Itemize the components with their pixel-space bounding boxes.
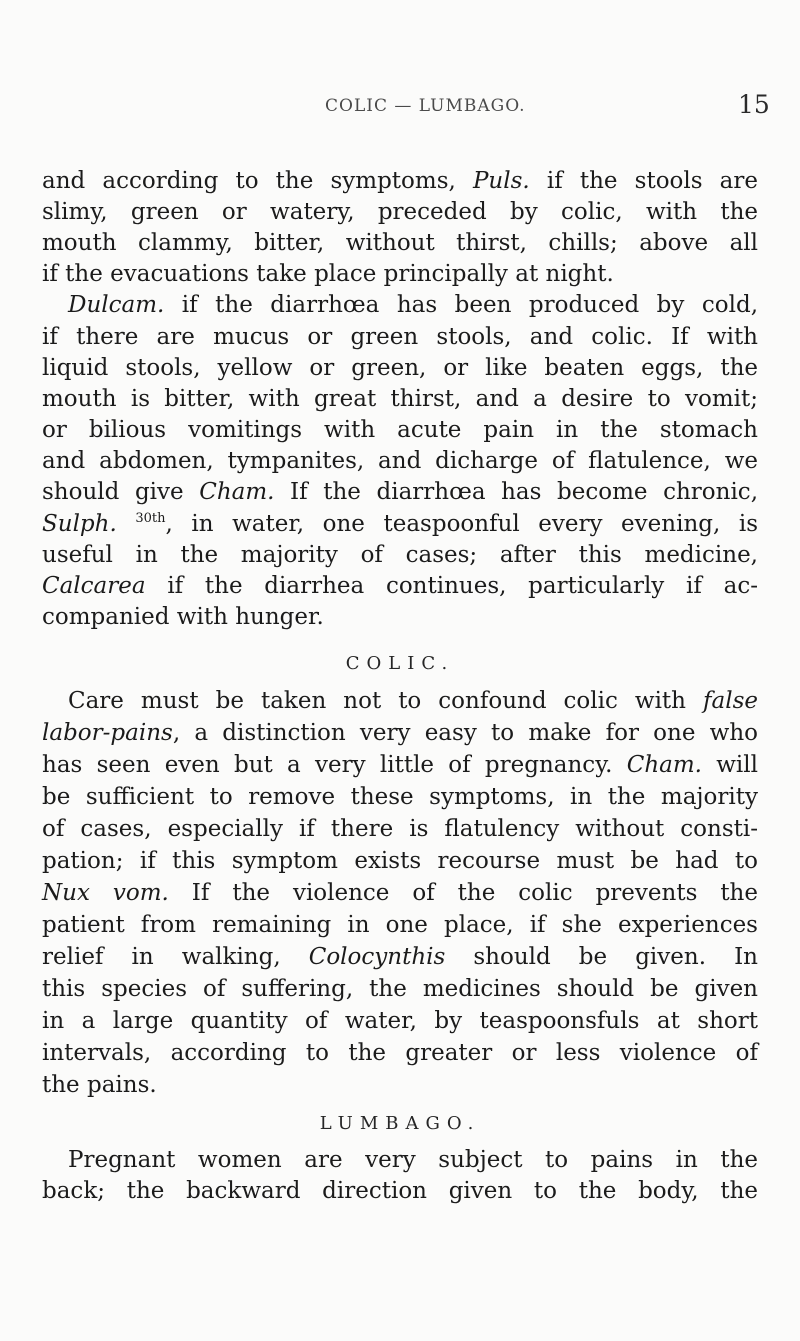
text-line: the pains. bbox=[42, 1072, 157, 1098]
page-number: 15 bbox=[738, 90, 770, 119]
text-line: back; the backward direction given to the body, the bbox=[42, 1178, 758, 1204]
text-line: if the evacuations take place principally at night. bbox=[42, 261, 614, 287]
text-line: pation; if this symptom exists recourse must be had to bbox=[42, 848, 758, 874]
text-line: Dulcam. if the diarrhœa has been produced by cold, bbox=[68, 292, 758, 318]
text-line: this species of suffering, the medicines should be given bbox=[42, 976, 758, 1002]
text-line: be sufficient to remove these symptoms, in the majority bbox=[42, 784, 758, 810]
text-line: patient from remaining in one place, if she experiences bbox=[42, 912, 758, 938]
section-heading-lumbago: LUMBAGO. bbox=[319, 1113, 481, 1134]
text-line: Sulph. $^{30th}$, in water, one teaspoonful every evening, is bbox=[42, 511, 759, 537]
text-line: labor-pains, a distinction very easy to make for one who bbox=[42, 720, 758, 746]
text-line: useful in the majority of cases; after this medicine, bbox=[42, 542, 758, 568]
text-line: in a large quantity of water, by teaspoonsfuls at short bbox=[42, 1008, 758, 1034]
text-line: and according to the symptoms, Puls. if the stools are bbox=[42, 168, 759, 194]
text-line: Calcarea if the diarrhea continues, particularly if ac- bbox=[42, 573, 758, 599]
text-line: and abdomen, tympanites, and dicharge of flatulence, we bbox=[42, 448, 758, 474]
text-line: slimy, green or watery, preceded by colic, with the bbox=[42, 199, 758, 225]
section-heading-colic: COLIC. bbox=[345, 653, 455, 674]
text-line: if there are mucus or green stools, and colic. If with bbox=[42, 324, 758, 350]
text-line: Nux vom. If the violence of the colic prevents the bbox=[42, 880, 758, 906]
text-line: mouth is bitter, with great thirst, and a desire to vomit; bbox=[42, 386, 758, 412]
text-line: relief in walking, Colocynthis should be given. In bbox=[42, 944, 758, 970]
text-line: of cases, especially if there is flatulency without consti- bbox=[42, 816, 758, 842]
text-line: mouth clammy, bitter, without thirst, chills; above all bbox=[42, 230, 758, 256]
text-line: or bilious vomitings with acute pain in the stomach bbox=[42, 417, 758, 443]
text-line: Care must be taken not to confound colic with false bbox=[68, 688, 758, 714]
text-line: liquid stools, yellow or green, or like beaten eggs, the bbox=[42, 355, 758, 381]
text-line: should give Cham. If the diarrhœa has become chronic, bbox=[42, 479, 758, 505]
running-title: COLIC — LUMBAGO. bbox=[325, 96, 526, 116]
text-line: companied with hunger. bbox=[42, 604, 324, 630]
text-line: Pregnant women are very subject to pains in the bbox=[68, 1147, 758, 1173]
text-line: has seen even but a very little of pregnancy. Cham. will bbox=[42, 752, 758, 778]
text-line: intervals, according to the greater or less violence of bbox=[42, 1040, 758, 1066]
